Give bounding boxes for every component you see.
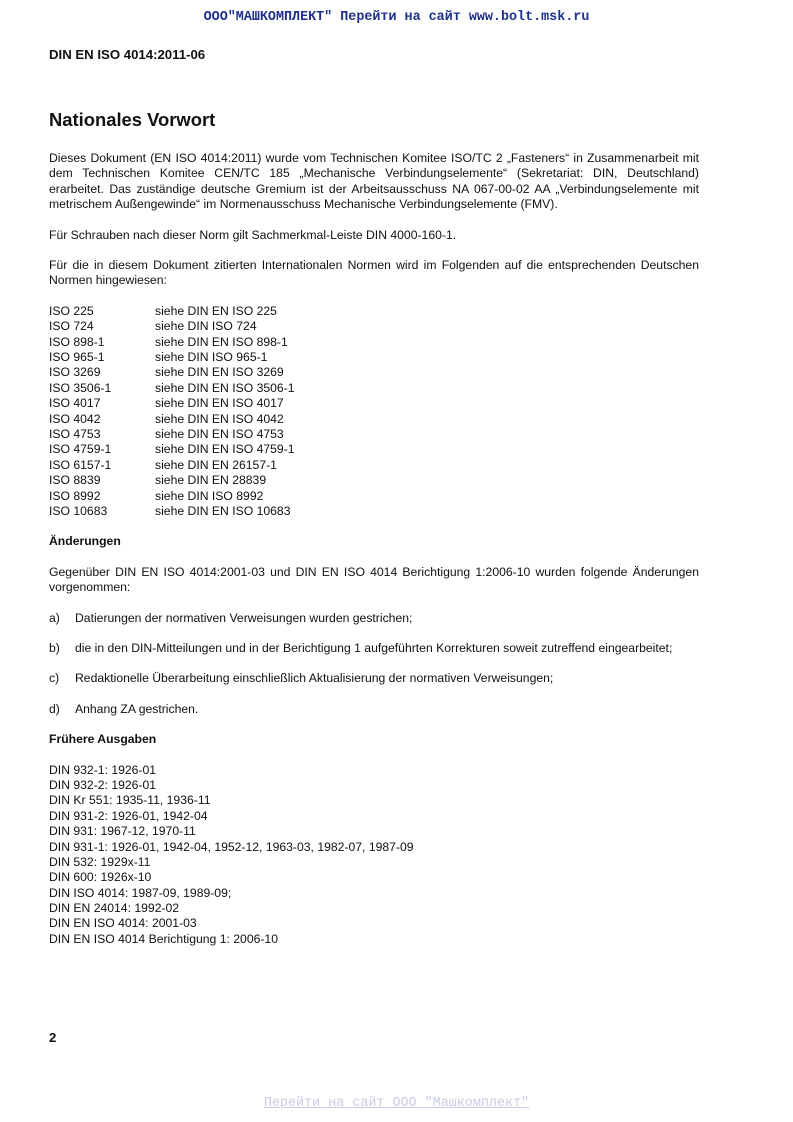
- reference-din: siehe DIN EN ISO 898-1: [155, 334, 288, 349]
- changes-intro: Gegenüber DIN EN ISO 4014:2001-03 und DIN EN ISO 4014 Berichtigung 1:2006-10 wurden folgende Änderungen vorgenommen:: [49, 564, 699, 595]
- reference-din: siehe DIN EN ISO 225: [155, 303, 277, 318]
- list-item: [49, 611, 699, 626]
- reference-row: [49, 304, 699, 319]
- reference-din: siehe DIN ISO 8992: [155, 488, 264, 503]
- edition-line: DIN Kr 551: 1935-11, 1936-11: [49, 793, 211, 808]
- reference-iso: ISO 225: [49, 303, 94, 318]
- reference-row: [49, 473, 699, 488]
- reference-din: siehe DIN EN ISO 4759-1: [155, 442, 295, 457]
- list-marker: d): [49, 701, 60, 716]
- reference-iso: ISO 8839: [49, 473, 101, 488]
- list-marker: c): [49, 671, 60, 686]
- list-item: [49, 641, 699, 656]
- reference-row: [49, 458, 699, 473]
- edition-line: DIN 931-1: 1926-01, 1942-04, 1952-12, 1963-03, 1982-07, 1987-09: [49, 839, 414, 854]
- edition-line: DIN 931-2: 1926-01, 1942-04: [49, 808, 208, 823]
- reference-row: [49, 381, 699, 396]
- intro-paragraph: Für die in diesem Dokument zitierten Internationalen Normen wird im Folgenden auf die entsprechenden Deutschen Normen hingewiesen:: [49, 258, 699, 288]
- reference-iso: ISO 965-1: [49, 350, 105, 365]
- list-item-text: Redaktionelle Überarbeitung einschließlich Aktualisierung der normativen Verweisungen;: [75, 671, 554, 686]
- edition-line: DIN 532: 1929x-11: [49, 854, 151, 869]
- list-item-text: Datierungen der normativen Verweisungen wurden gestrichen;: [75, 610, 413, 625]
- edition-line: DIN EN ISO 4014: 2001-03: [49, 916, 197, 931]
- list-item: [49, 671, 699, 686]
- reference-row: [49, 427, 699, 442]
- reference-iso: ISO 724: [49, 319, 94, 334]
- edition-line: DIN 600: 1926x-10: [49, 870, 152, 885]
- reference-iso: ISO 3269: [49, 365, 101, 380]
- edition-line: DIN 932-1: 1926-01: [49, 762, 157, 777]
- reference-row: [49, 442, 699, 457]
- list-item-text: die in den DIN-Mitteilungen und in der Berichtigung 1 aufgeführten Korrekturen soweit zutreffend eingearbeitet;: [75, 640, 673, 655]
- reference-iso: ISO 10683: [49, 503, 108, 518]
- reference-row: [49, 319, 699, 334]
- reference-list: [49, 304, 699, 519]
- reference-iso: ISO 4753: [49, 426, 101, 441]
- previous-editions-heading: Frühere Ausgaben: [49, 732, 157, 747]
- reference-row: [49, 335, 699, 350]
- site-banner-link[interactable]: ООО"МАШКОМПЛЕКТ" Перейти на сайт www.bolt.msk.ru: [203, 10, 590, 25]
- reference-row: [49, 365, 699, 380]
- list-item: [49, 702, 699, 717]
- reference-iso: ISO 6157-1: [49, 457, 112, 472]
- changes-heading: Änderungen: [49, 534, 121, 549]
- reference-din: siehe DIN EN ISO 4753: [155, 426, 284, 441]
- page-number: 2: [49, 1030, 57, 1045]
- reference-din: siehe DIN ISO 724: [155, 319, 257, 334]
- edition-line: DIN ISO 4014: 1987-09, 1989-09;: [49, 885, 232, 900]
- reference-iso: ISO 3506-1: [49, 380, 112, 395]
- reference-din: siehe DIN EN ISO 3269: [155, 365, 284, 380]
- list-marker: b): [49, 640, 60, 655]
- reference-iso: ISO 8992: [49, 488, 101, 503]
- edition-line: DIN EN ISO 4014 Berichtigung 1: 2006-10: [49, 931, 278, 946]
- reference-row: [49, 350, 699, 365]
- reference-iso: ISO 898-1: [49, 334, 105, 349]
- reference-row: [49, 489, 699, 504]
- reference-din: siehe DIN EN 26157-1: [155, 457, 277, 472]
- page-title: Nationales Vorwort: [49, 109, 216, 130]
- reference-din: siehe DIN EN ISO 3506-1: [155, 380, 295, 395]
- edition-line: DIN 931: 1967-12, 1970-11: [49, 824, 196, 839]
- reference-din: siehe DIN EN 28839: [155, 473, 267, 488]
- intro-paragraph: Für Schrauben nach dieser Norm gilt Sachmerkmal-Leiste DIN 4000-160-1.: [49, 227, 457, 242]
- reference-din: siehe DIN EN ISO 10683: [155, 503, 291, 518]
- reference-row: [49, 504, 699, 519]
- edition-line: DIN 932-2: 1926-01: [49, 777, 157, 792]
- edition-line: DIN EN 24014: 1992-02: [49, 901, 180, 916]
- reference-iso: ISO 4759-1: [49, 442, 112, 457]
- footer-site-link[interactable]: Перейти на сайт ООО "Машкомплект": [263, 1096, 530, 1111]
- document-id: DIN EN ISO 4014:2011-06: [49, 47, 206, 62]
- document-body: [49, 151, 699, 947]
- reference-din: siehe DIN EN ISO 4042: [155, 411, 284, 426]
- reference-row: [49, 412, 699, 427]
- reference-din: siehe DIN EN ISO 4017: [155, 396, 284, 411]
- previous-editions-list: [49, 763, 699, 948]
- reference-iso: ISO 4042: [49, 411, 101, 426]
- list-item-text: Anhang ZA gestrichen.: [75, 701, 199, 716]
- reference-row: [49, 396, 699, 411]
- reference-din: siehe DIN ISO 965-1: [155, 350, 268, 365]
- reference-iso: ISO 4017: [49, 396, 101, 411]
- intro-paragraph: Dieses Dokument (EN ISO 4014:2011) wurde vom Technischen Komitee ISO/TC 2 „Fasteners“ in Zusammenarbeit mit dem Technischen Komitee CEN/TC 185 „Mechanische Verbindungselemente“ (Sekretariat: DIN, Deutschland) erarbeitet. Das zuständige deutsche Gremium ist der Arbeitsausschuss NA 067-00-02 AA „Verbindungselemente mit metrischem Außengewinde“ im Normenausschuss Mechanische Verbindungselemente (FMV).: [49, 151, 699, 212]
- list-marker: a): [49, 610, 60, 625]
